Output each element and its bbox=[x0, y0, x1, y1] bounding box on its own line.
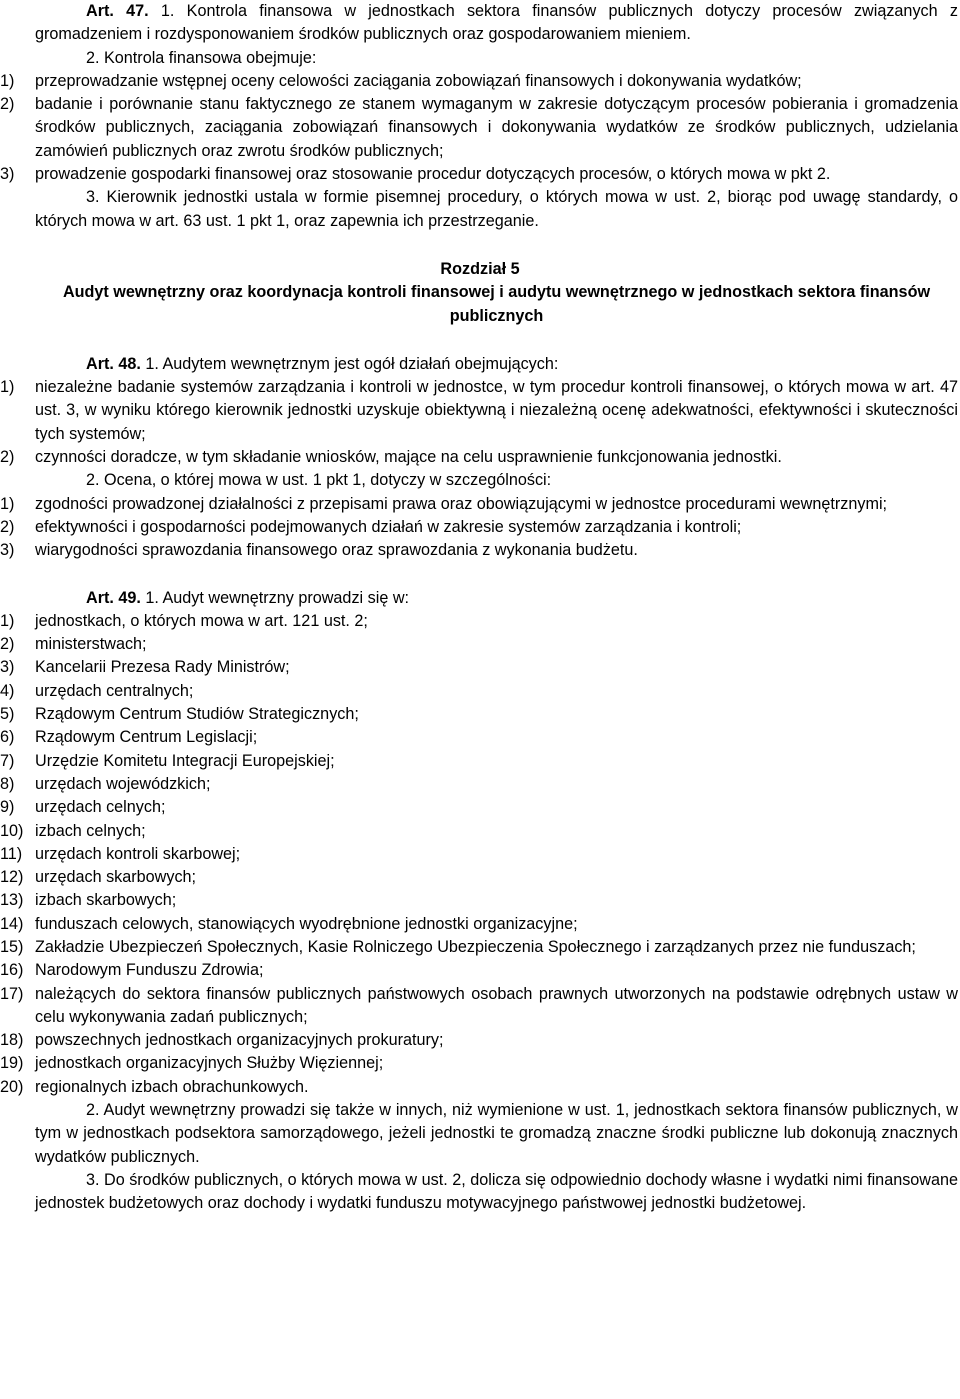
art47-list-item bbox=[0, 93, 960, 163]
art47-list-item-number: 2) bbox=[0, 95, 19, 114]
art49-list-item bbox=[0, 843, 960, 866]
art49-list-item bbox=[0, 1029, 960, 1052]
art48-list-2-item bbox=[0, 516, 960, 539]
art49-list-item bbox=[0, 656, 960, 679]
art49-list-item bbox=[0, 1052, 960, 1075]
art49-list-item-number: 14) bbox=[0, 914, 28, 933]
art49-list-item bbox=[0, 820, 960, 843]
art49-list-item-text: izbach celnych; bbox=[35, 821, 146, 840]
art49-list-item-text: Urzędzie Komitetu Integracji Europejskiej; bbox=[35, 751, 335, 770]
art48-list-2-item bbox=[0, 493, 960, 516]
art49-list-item-number: 18) bbox=[0, 1031, 28, 1050]
art47-list-item-text: prowadzenie gospodarki finansowej oraz stosowanie procedur dotyczących procesów, o których mowa w pkt 2. bbox=[35, 165, 831, 184]
art49-list-item bbox=[0, 866, 960, 889]
art49-list-item-number: 20) bbox=[0, 1077, 28, 1096]
art48-list-1-item bbox=[0, 376, 960, 446]
art49-list-item bbox=[0, 610, 960, 633]
art49-list-item-text: urzędach celnych; bbox=[35, 798, 166, 817]
art49-list-item-number: 16) bbox=[0, 961, 28, 980]
art49-list-item-text: urzędach wojewódzkich; bbox=[35, 774, 211, 793]
art47-p1-text: 1. Kontrola finansowa w jednostkach sektora finansów publicznych dotyczy procesów związanych z gromadzeniem i rozdysponowaniem środków publicznych oraz gospodarowaniem mieniem. bbox=[35, 2, 958, 44]
art47-list-item bbox=[0, 70, 960, 93]
art48-list-2-item-number: 3) bbox=[0, 541, 19, 560]
art49-list-item-text: urzędach skarbowych; bbox=[35, 868, 197, 887]
art49-list-item-number: 19) bbox=[0, 1054, 28, 1073]
art47-paragraph-1 bbox=[0, 0, 960, 47]
art49-list-item-text: Rządowym Centrum Legislacji; bbox=[35, 728, 258, 747]
art48-list-2-item-number: 1) bbox=[0, 494, 19, 513]
art49-list-item-number: 1) bbox=[0, 611, 19, 630]
art49-list-item-number: 8) bbox=[0, 774, 19, 793]
art49-list-item-number: 6) bbox=[0, 728, 19, 747]
art49-list-item-number: 12) bbox=[0, 868, 28, 887]
art49-list-item-number: 3) bbox=[0, 658, 19, 677]
art49-list-item-number: 5) bbox=[0, 705, 19, 724]
art49-list-item-number: 10) bbox=[0, 821, 28, 840]
art48-list-1-item-number: 1) bbox=[0, 378, 19, 397]
art49-list-item-text: należących do sektora finansów publicznych państwowych osobach prawnych utworzonych na podstawie odrębnych ustaw w celu wykonywania zadań publicznych; bbox=[35, 984, 958, 1026]
art49-list-item bbox=[0, 983, 960, 1030]
art49-list-item-text: Zakładzie Ubezpieczeń Społecznych, Kasie Rolniczego Ubezpieczenia Społecznego i zarządzanych przez nie funduszach; bbox=[35, 937, 916, 956]
art49-list-item-number: 7) bbox=[0, 751, 19, 770]
art49-list-item bbox=[0, 913, 960, 936]
art47-list bbox=[0, 70, 960, 186]
art49-list-item bbox=[0, 633, 960, 656]
art49-list-item bbox=[0, 796, 960, 819]
art49-list-item-text: funduszach celowych, stanowiących wyodrębnione jednostki organizacyjne; bbox=[35, 914, 578, 933]
art48-paragraph-2: 2. Ocena, o której mowa w ust. 1 pkt 1, dotyczy w szczególności: bbox=[86, 471, 552, 490]
chapter-title: Rozdział 5 bbox=[440, 259, 520, 278]
art49-list-item-text: jednostkach organizacyjnych Służby Więziennej; bbox=[35, 1054, 384, 1073]
art49-list-item-text: regionalnych izbach obrachunkowych. bbox=[35, 1077, 309, 1096]
art47-list-item-text: przeprowadzanie wstępnej oceny celowości zaciągania zobowiązań finansowych i dokonywania wydatków; bbox=[35, 71, 802, 90]
art49-list-item-text: izbach skarbowych; bbox=[35, 891, 177, 910]
art48-label: Art. 48. bbox=[86, 354, 141, 373]
art48-list-2-item-text: wiarygodności sprawozdania finansowego oraz sprawozdania z wykonania budżetu. bbox=[35, 541, 638, 560]
art47-list-item bbox=[0, 163, 960, 186]
art49-list bbox=[0, 610, 960, 1099]
art49-list-item-number: 17) bbox=[0, 984, 28, 1003]
art47-label: Art. 47. bbox=[86, 2, 149, 20]
art48-paragraph-1 bbox=[0, 353, 960, 376]
chapter-subtitle: Audyt wewnętrzny oraz koordynacja kontroli finansowej i audytu wewnętrznego w jednostkach sektora finansów publicznych bbox=[62, 283, 931, 325]
art48-list-1-item bbox=[0, 446, 960, 469]
art49-list-item-number: 11) bbox=[0, 844, 27, 863]
art49-list-item bbox=[0, 1076, 960, 1099]
art49-paragraph-1 bbox=[0, 587, 960, 610]
art49-list-item bbox=[0, 680, 960, 703]
art49-list-item-text: urzędach centralnych; bbox=[35, 681, 194, 700]
art49-list-item-text: powszechnych jednostkach organizacyjnych prokuratury; bbox=[35, 1031, 444, 1050]
art49-list-item bbox=[0, 773, 960, 796]
art49-list-item-text: urzędach kontroli skarbowej; bbox=[35, 844, 241, 863]
art48-p1-text: 1. Audytem wewnętrznym jest ogół działań obejmujących: bbox=[140, 354, 559, 373]
art49-list-item bbox=[0, 959, 960, 982]
art48-list-2-item-text: zgodności prowadzonej działalności z przepisami prawa oraz obowiązującymi w jednostce procedurami wewnętrznymi; bbox=[35, 494, 888, 513]
art47-paragraph-2: 2. Kontrola finansowa obejmuje: bbox=[86, 48, 317, 67]
art47-list-item-number: 1) bbox=[0, 71, 19, 90]
art48-list-1-item-number: 2) bbox=[0, 448, 19, 467]
art49-list-item-text: Narodowym Funduszu Zdrowia; bbox=[35, 961, 264, 980]
art49-list-item-number: 4) bbox=[0, 681, 19, 700]
art48-list-2-item-number: 2) bbox=[0, 517, 19, 536]
art47-list-item-number: 3) bbox=[0, 165, 19, 184]
art49-list-item-number: 13) bbox=[0, 891, 28, 910]
art48-list-2 bbox=[0, 493, 960, 563]
art48-list-1-item-text: czynności doradcze, w tym składanie wniosków, mające na celu usprawnienie funkcjonowania jednostki. bbox=[35, 448, 782, 467]
art49-list-item-number: 2) bbox=[0, 635, 19, 654]
art49-list-item bbox=[0, 726, 960, 749]
art49-list-item bbox=[0, 703, 960, 726]
art49-list-item-text: Rządowym Centrum Studiów Strategicznych; bbox=[35, 705, 359, 724]
art47-paragraph-3: 3. Kierownik jednostki ustala w formie pisemnej procedury, o których mowa w ust. 2, biorąc pod uwagę standardy, o których mowa w art. 63 ust. 1 pkt 1, oraz zapewnia ich przestrzeganie. bbox=[35, 188, 958, 230]
art49-paragraph-2: 2. Audyt wewnętrzny prowadzi się także w innych, niż wymienione w ust. 1, jednostkach sektora finansów publicznych, w tym w jednostkach podsektora samorządowego, jeżeli jednostki te gromadzą znaczne środki publiczne lub dokonują znacznych wydatków publicznych. bbox=[35, 1101, 958, 1166]
art49-list-item-number: 9) bbox=[0, 798, 19, 817]
art48-list-2-item-text: efektywności i gospodarności podejmowanych działań w zakresie systemów zarządzania i kontroli; bbox=[35, 517, 742, 536]
art49-list-item bbox=[0, 889, 960, 912]
art49-list-item-text: ministerstwach; bbox=[35, 635, 147, 654]
art48-list-1 bbox=[0, 376, 960, 469]
art49-list-item bbox=[0, 936, 960, 959]
art49-paragraph-3: 3. Do środków publicznych, o których mowa w ust. 2, dolicza się odpowiednio dochody własne i wydatki nimi finansowane jednostek budżetowych oraz dochody i wydatki funduszu motywacyjnego państwowej jednostki budżetowej. bbox=[35, 1170, 958, 1213]
art48-list-2-item bbox=[0, 539, 960, 562]
art49-list-item-text: Kancelarii Prezesa Rady Ministrów; bbox=[35, 658, 290, 677]
art49-list-item bbox=[0, 750, 960, 773]
art47-list-item-text: badanie i porównanie stanu faktycznego ze stanem wymaganym w zakresie dotyczącym procesów pobierania i gromadzenia środków publicznych, zaciągania zobowiązań finansowych i dokonywania wydatków ze środków publicznych, udzielania zamówień publicznych oraz zwrotu środków publicznych; bbox=[35, 95, 958, 160]
art49-label: Art. 49. bbox=[86, 588, 141, 607]
art49-list-item-number: 15) bbox=[0, 937, 28, 956]
art49-p1-text: 1. Audyt wewnętrzny prowadzi się w: bbox=[140, 588, 410, 607]
art48-list-1-item-text: niezależne badanie systemów zarządzania i kontroli w jednostce, w tym procedur kontroli finansowej, o których mowa w art. 47 ust. 3, w wyniku którego kierownik jednostki uzyskuje obiektywną i niezależną ocenę adekwatności, efektywności i skuteczności tych systemów; bbox=[35, 378, 958, 443]
art49-list-item-text: jednostkach, o których mowa w art. 121 ust. 2; bbox=[35, 611, 368, 630]
